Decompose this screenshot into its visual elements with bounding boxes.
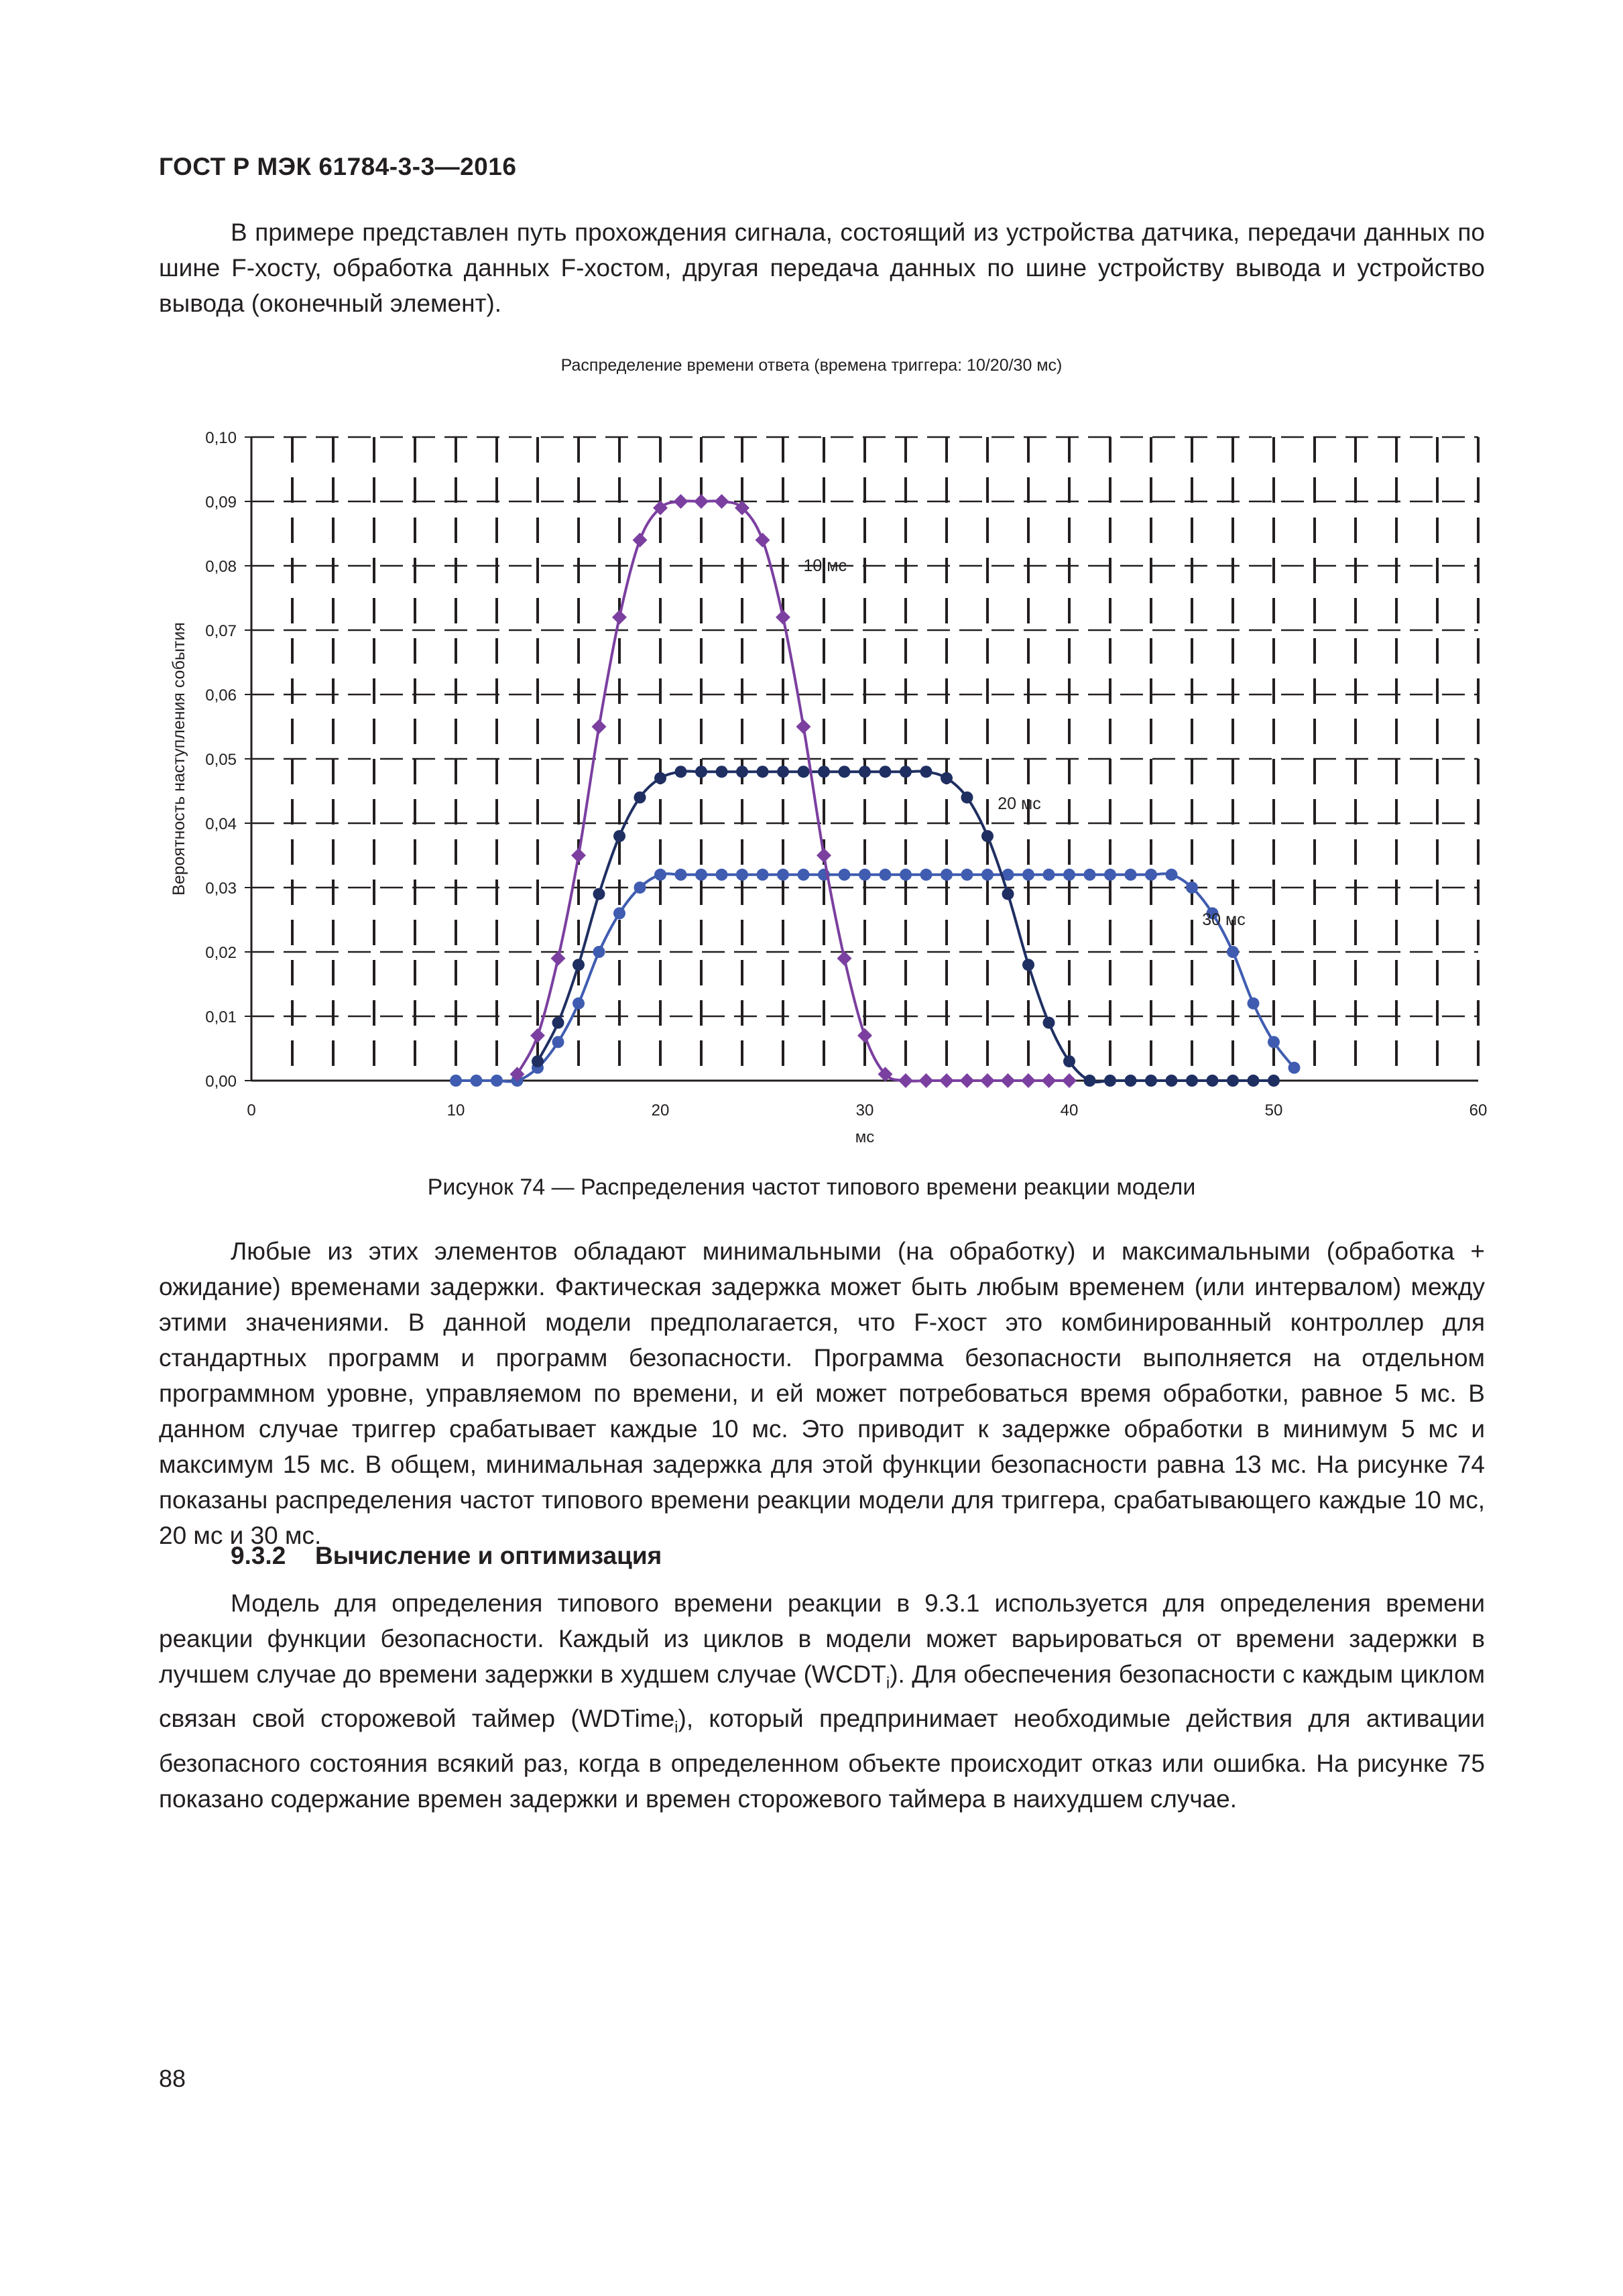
y-tick-label: 0,00	[205, 1073, 237, 1091]
data-point	[1104, 1075, 1116, 1087]
data-point	[593, 888, 605, 900]
data-point	[1186, 1075, 1198, 1087]
y-tick-label: 0,03	[205, 880, 237, 898]
intro-paragraph	[159, 215, 1485, 321]
data-point	[798, 869, 810, 881]
data-point	[1125, 869, 1137, 881]
data-point	[1248, 1075, 1260, 1087]
data-point	[1043, 869, 1055, 881]
data-point	[1268, 1036, 1280, 1048]
data-point	[675, 766, 687, 778]
data-point	[941, 772, 953, 784]
data-point	[736, 766, 748, 778]
data-point	[695, 869, 707, 881]
y-tick-label: 0,04	[205, 815, 237, 833]
x-tick-label: 10	[446, 1101, 465, 1120]
data-point	[552, 1017, 564, 1029]
data-point	[880, 869, 892, 881]
x-tick-label: 60	[1469, 1101, 1488, 1120]
data-point	[654, 772, 666, 784]
intro-text: В примере представлен путь прохождения сигнала, состоящий из устройства датчика, передачи данных по шине F-хосту, обработка данных F-хостом, другая передача данных по шине устройству вывода и устройство вывода (оконечный элемент).	[159, 219, 1485, 317]
data-point	[471, 1075, 483, 1087]
data-point	[1043, 1017, 1055, 1029]
data-point	[573, 998, 585, 1010]
data-point	[900, 766, 912, 778]
data-point	[674, 494, 688, 509]
data-point	[1002, 888, 1014, 900]
data-point	[757, 766, 769, 778]
y-tick-label: 0,07	[205, 622, 237, 640]
data-point	[532, 1055, 544, 1067]
data-point	[777, 766, 789, 778]
data-point	[880, 766, 892, 778]
y-tick-label: 0,09	[205, 493, 237, 511]
section-title: Вычисление и оптимизация	[315, 1542, 662, 1569]
data-point	[1063, 1055, 1075, 1067]
data-point	[1104, 869, 1116, 881]
y-tick-label: 0,02	[205, 944, 237, 962]
data-point	[1166, 1075, 1178, 1087]
data-point	[1227, 1075, 1239, 1087]
body-text: Любые из этих элементов обладают минимальными (на обработку) и максимальными (обработка + ожидание) временами задержки. Фактическая задержка может быть любым временем (или интервалом) между этими значениями. В данной модели предполагается, что F-хост это комбинированный контроллер для стандартных программ и программ безопасности. Программа безопасности выполняется на отдельном программном уровне, управляемом по времени, и ей может потребоваться время обработки, равное 5 мс. В данном случае триггер срабатывает каждые 10 мс. Это приводит к задержке обработки в минимум 5 мс и максимум 15 мс. В общем, минимальная задержка для этой функции безопасности равна 13 мс. На рисунке 74 показаны распределения частот типового времени реакции модели для триггера, срабатывающего каждые 10 мс, 20 мс и 30 мс.	[159, 1237, 1485, 1549]
data-point	[757, 869, 769, 881]
data-point	[573, 959, 585, 971]
data-point	[818, 766, 830, 778]
series-label: 30 мс	[1202, 910, 1246, 929]
data-point	[675, 869, 687, 881]
data-point	[1166, 869, 1178, 881]
x-tick-label: 0	[247, 1101, 256, 1120]
data-point	[756, 533, 770, 548]
data-point	[551, 951, 566, 966]
data-point	[593, 946, 605, 958]
section-heading	[231, 1542, 662, 1570]
y-tick-labels	[205, 429, 251, 1091]
data-point	[961, 792, 973, 804]
series-label: 10 мс	[803, 556, 847, 575]
data-point	[939, 1073, 954, 1088]
data-point	[736, 869, 748, 881]
data-point	[1001, 1073, 1016, 1088]
x-tick-labels	[247, 1101, 1487, 1120]
data-point	[612, 610, 627, 625]
data-point	[530, 1028, 545, 1043]
series-line	[518, 501, 1070, 1081]
data-point	[796, 719, 811, 734]
data-point	[716, 869, 728, 881]
data-point	[552, 1036, 564, 1048]
data-point	[613, 830, 625, 842]
data-point	[777, 869, 789, 881]
data-point	[960, 1073, 975, 1088]
data-point	[491, 1075, 503, 1087]
data-point	[776, 610, 790, 625]
para3-text-2: ). Для обеспечения безопасности с каждым циклом связан свой сторожевой таймер (WDTime	[159, 1660, 1486, 1733]
data-point	[1063, 869, 1075, 881]
data-point	[981, 830, 994, 842]
y-tick-label: 0,05	[205, 751, 237, 769]
data-point	[941, 869, 953, 881]
series-10-мс	[510, 494, 1077, 1088]
data-point	[1021, 1073, 1036, 1088]
data-point	[716, 766, 728, 778]
data-point	[1062, 1073, 1077, 1088]
data-point	[837, 951, 852, 966]
data-point	[839, 766, 851, 778]
data-point	[798, 766, 810, 778]
x-tick-label: 40	[1060, 1101, 1079, 1120]
data-point	[839, 869, 851, 881]
body-paragraph	[159, 1233, 1485, 1553]
section-number: 9.3.2	[231, 1542, 286, 1569]
data-point	[920, 766, 933, 778]
data-point	[1145, 1075, 1157, 1087]
page-number: 88	[159, 2065, 186, 2092]
data-point	[857, 1028, 872, 1043]
figure-caption: Рисунок 74 — Распределения частот типового времени реакции модели	[427, 1174, 1196, 1200]
data-point	[961, 869, 973, 881]
series-line	[456, 873, 1295, 1081]
data-point	[694, 494, 709, 509]
data-point	[1186, 882, 1198, 894]
data-point	[1084, 869, 1096, 881]
para3-sub-2: i	[674, 1718, 678, 1737]
data-point	[1022, 869, 1034, 881]
data-point	[1248, 998, 1260, 1010]
data-point	[1268, 1075, 1280, 1087]
data-point	[919, 1073, 934, 1088]
data-point	[654, 869, 666, 881]
data-point	[1227, 946, 1239, 958]
response-time-chart	[154, 409, 1522, 1166]
data-point	[1042, 1073, 1057, 1088]
y-tick-label: 0,08	[205, 558, 237, 576]
data-point	[898, 1073, 913, 1088]
data-point	[1084, 1075, 1096, 1087]
data-point	[981, 869, 994, 881]
data-point	[715, 494, 729, 509]
data-point	[859, 869, 871, 881]
y-tick-label: 0,10	[205, 429, 237, 447]
chart-grid	[251, 437, 1478, 1081]
y-tick-label: 0,06	[205, 686, 237, 705]
x-tick-label: 50	[1264, 1101, 1283, 1120]
data-point	[859, 766, 871, 778]
data-point	[1145, 869, 1157, 881]
body-paragraph-2	[159, 1585, 1485, 1817]
chart-title: Распределение времени ответа (времена триггера: 10/20/30 мс)	[560, 356, 1063, 375]
data-point	[1125, 1075, 1137, 1087]
data-point	[634, 882, 646, 894]
data-point	[900, 869, 912, 881]
data-point	[980, 1073, 995, 1088]
data-point	[634, 792, 646, 804]
data-point	[1022, 959, 1034, 971]
data-point	[817, 848, 831, 863]
y-axis-label: Вероятность наступления события	[170, 622, 188, 896]
para3-text-1: Модель для определения типового времени реакции в 9.3.1 используется для определения времени реакции функции безопасности. Каждый из циклов в модели может варьироваться от времени задержки в лучшем случае до времени задержки в худшем случае (WCDT	[159, 1589, 1485, 1688]
x-tick-label: 30	[855, 1101, 874, 1120]
data-point	[571, 848, 586, 863]
document-header: ГОСТ Р МЭК 61784-3-3—2016	[159, 153, 517, 180]
para3-text-3: ), который предпринимает необходимые действия для активации безопасного состояния всякий раз, когда в определенном объекте происходит отказ или ошибка. На рисунке 75 показано содержание времен задержки и времен сторожевого таймера в наихудшем случае.	[159, 1705, 1485, 1813]
data-point	[695, 766, 707, 778]
para3-sub-1: i	[886, 1674, 890, 1693]
series-label: 20 мс	[998, 794, 1041, 814]
data-point	[1288, 1062, 1301, 1074]
data-point	[920, 869, 933, 881]
data-point	[613, 907, 625, 919]
y-tick-label: 0,01	[205, 1008, 237, 1026]
x-axis-label: мс	[855, 1128, 875, 1146]
data-point	[1207, 1075, 1219, 1087]
x-tick-label: 20	[651, 1101, 670, 1120]
data-point	[592, 719, 607, 734]
data-point	[450, 1075, 462, 1087]
data-point	[633, 533, 648, 548]
